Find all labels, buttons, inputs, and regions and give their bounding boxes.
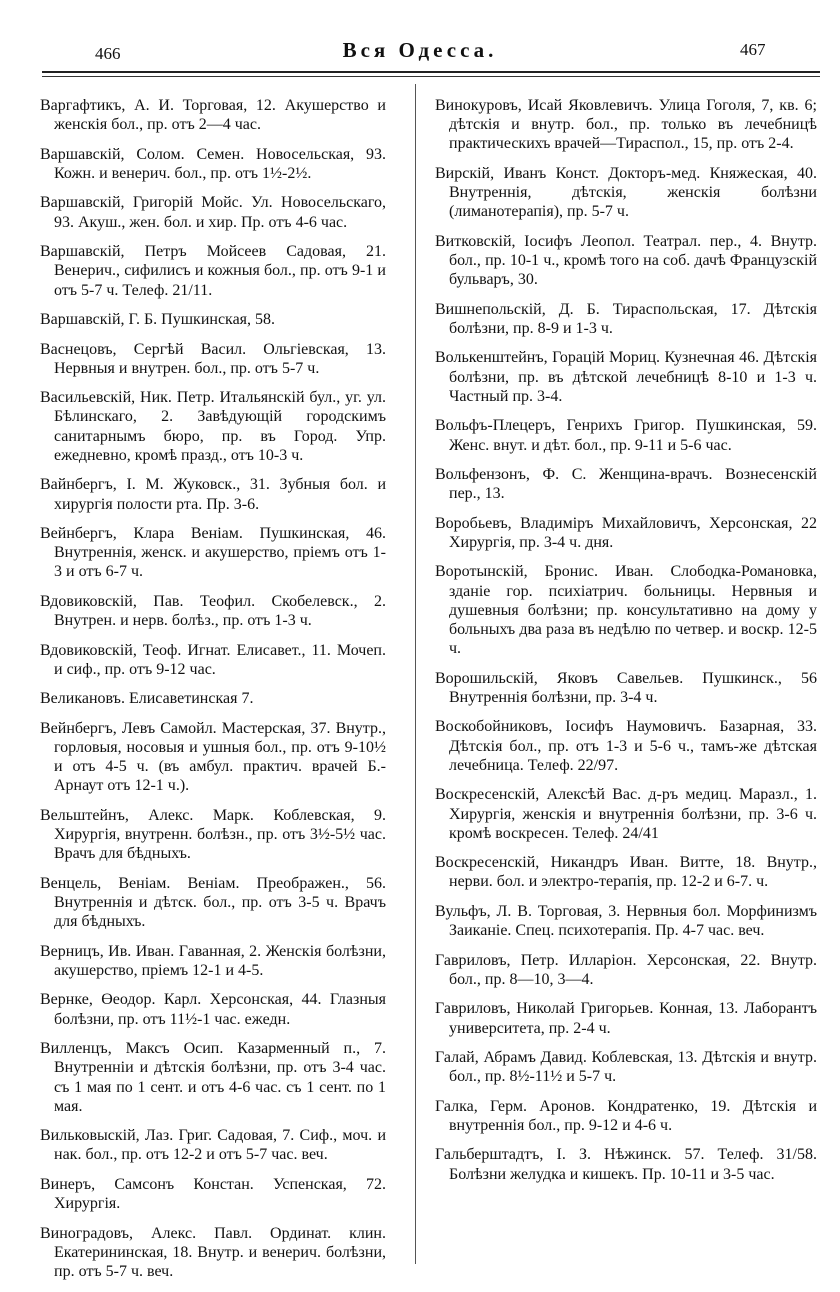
directory-entry: Вольфензонъ, Ф. С. Женщина-врачъ. Вознесенскій пер., 13.: [435, 466, 821, 503]
directory-entry: Галка, Герм. Аронов. Кондратенко, 19. Дѣтскія и внутреннія бол., пр. 9-12 и 4-6 ч.: [435, 1097, 821, 1134]
directory-entry: Гавриловъ, Николай Григорьев. Конная, 13. Лаборантъ университета, пр. 2-4 ч.: [435, 1000, 821, 1037]
directory-entry: Вольфъ-Плецеръ, Генрихъ Григор. Пушкинская, 59. Женс. внут. и дѣт. бол., пр. 9-11 и 5-6 час.: [435, 417, 821, 454]
directory-entry: Виноградовъ, Алекс. Павл. Ординат. клин. Екатерининская, 18. Внутр. и венерич. болѣзни, пр. отъ 5-7 ч. веч.: [40, 1224, 390, 1281]
directory-entry: Вейнбергъ, Левъ Самойл. Мастерская, 37. Внутр., горловыя, носовыя и ушныя бол., пр. отъ 9-10½ и отъ 4-5 ч. (въ амбул. практич. врачей Б.-Арнаут отъ 12-1 ч.).: [40, 719, 390, 795]
directory-entry: Варшавскій, Григорій Мойс. Ул. Новосельскаго, 93. Акуш., жен. бол. и хир. Пр. отъ 4-6 час.: [40, 194, 390, 231]
directory-entry: Волькенштейнъ, Горацій Мориц. Кузнечная 46. Дѣтскія болѣзни, пр. въ дѣтской лечебницѣ 8-10 и 1-3 ч. Частный пр. 3-4.: [435, 349, 821, 405]
directory-entry: Вилленцъ, Максъ Осип. Казарменный п., 7. Внутренніи и дѣтскія болѣзни, пр. отъ 3-4 час. съ 1 мая по 1 сент. и отъ 4-6 час. съ 1 сент. по 1 мая.: [40, 1040, 390, 1115]
directory-entry: Великановъ. Елисаветинская 7.: [40, 690, 254, 708]
directory-entry: Вульфъ, Л. В. Торговая, 3. Нервныя бол. Морфинизмъ Заиканіе. Спец. психотерапія. Пр. 4-7 час. веч.: [435, 902, 821, 940]
directory-entry: Воскресенскій, Никандръ Иван. Витте, 18. Внутр., нерви. бол. и электро-терапія, пр. 12-2 и 6-7. ч.: [435, 854, 821, 891]
directory-entry: Варшавскій, Солом. Семен. Новосельская, 93. Кожн. и венерич. бол., пр. отъ 1½-2½.: [40, 145, 390, 182]
directory-entry: Вдовиковскій, Теоф. Игнат. Елисавет., 11. Мочеп. и сиф., пр. отъ 9-12 час.: [40, 641, 390, 678]
directory-entry: Вельштейнъ, Алекс. Марк. Коблевская, 9. Хирургія, внутренн. болѣзн., пр. отъ 3½-5½ час. Врачъ для бѣдныхъ.: [40, 806, 390, 863]
directory-entry: Воробьевъ, Владиміръ Михайловичъ, Херсонская, 22 Хирургія, пр. 3-4 ч. дня.: [435, 514, 821, 551]
page-number-right: 467: [740, 40, 766, 59]
directory-entry: Варшавскій, Петръ Мойсеев Садовая, 21. Венерич., сифилисъ и кожныя бол., пр. отъ 9-1 и отъ 5-7 ч. Телеф. 21/11.: [40, 243, 390, 299]
directory-entry: Вейнбергъ, Клара Веніам. Пушкинская, 46. Внутреннія, женск. и акушерство, пріемъ отъ 1-3 и отъ 6-7 ч.: [40, 525, 390, 581]
directory-entry: Винокуровъ, Исай Яковлевичъ. Улица Гоголя, 7, кв. 6; дѣтскія и внутр. бол., пр. только въ лечебницѣ практическихъ врачей—Тираспол., 15, пр. отъ 2-4.: [435, 97, 821, 153]
directory-entry: Воскресенскій, Алексѣй Вас. д-ръ медиц. Маразл., 1. Хирургія, женскія и внутреннія болѣзни, пр. 3-6 ч. кромѣ воскресен. Телеф. 24/41: [435, 786, 821, 842]
directory-entry: Варшавскій, Г. Б. Пушкинская, 58.: [40, 311, 276, 329]
header-rule-thick: [42, 71, 820, 73]
directory-entry: Вильковыскій, Лаз. Григ. Садовая, 7. Сиф., моч. и нак. бол., пр. отъ 12-2 и отъ 5-7 час. веч.: [40, 1127, 390, 1164]
running-title: Вся Одесса.: [342, 38, 498, 62]
directory-entry: Винеръ, Самсонъ Констан. Успенская, 72. Хирургія.: [40, 1175, 390, 1213]
header-rule-thin: [42, 76, 820, 77]
directory-entry: Вернке, Өеодор. Карл. Херсонская, 44. Глазныя болѣзни, пр. отъ 11½-1 час. ежедн.: [40, 991, 390, 1028]
directory-entry: Верницъ, Ив. Иван. Гаванная, 2. Женскія болѣзни, акушерство, пріемъ 12-1 и 4-5.: [40, 942, 390, 979]
left-column: [40, 96, 390, 1292]
directory-entry: Вирскій, Иванъ Конст. Докторъ-мед. Княжеская, 40. Внутреннія, дѣтскія, женскія болѣзни (лиманотерапія), пр. 5-7 ч.: [435, 164, 821, 221]
directory-entry: Воскобойниковъ, Іосифъ Наумовичъ. Базарная, 33. Дѣтскія бол., пр. отъ 1-3 и 5-6 ч., тамъ-же дѣтская лечебница. Телеф. 22/97.: [435, 718, 821, 774]
right-column: [435, 96, 821, 1194]
page-header: [0, 30, 840, 70]
column-divider: [415, 84, 416, 1264]
directory-entry: Вайнбергъ, І. М. Жуковск., 31. Зубныя бол. и хирургія полости рта. Пр. 3-6.: [40, 476, 390, 513]
page-number-left: 466: [95, 44, 121, 63]
directory-entry: Ворошильскій, Яковъ Савельев. Пушкинск., 56 Внутреннія болѣзни, пр. 3-4 ч.: [435, 669, 821, 706]
directory-entry: Галай, Абрамъ Давид. Коблевская, 13. Дѣтскія и внутр. бол., пр. 8½-11½ и 5-7 ч.: [435, 1049, 821, 1086]
directory-entry: Гальберштадтъ, І. З. Нѣжинск. 57. Телеф. 31/58. Болѣзни желудка и кишекъ. Пр. 10-11 и 3-5 час.: [435, 1146, 821, 1183]
directory-entry: Венцель, Веніам. Веніам. Преображен., 56. Внутреннія и дѣтск. бол., пр. отъ 3-5 ч. Врачъ для бѣдныхъ.: [40, 874, 390, 931]
directory-entry: Васильевскій, Ник. Петр. Итальянскій бул., уг. ул. Бѣлинскаго, 2. Завѣдующій городскимъ санитарнымъ бюро, пр. въ Город. Упр. ежедневно, кромѣ празд., отъ 10-3 ч.: [40, 389, 390, 464]
directory-entry: Воротынскій, Бронис. Иван. Слободка-Романовка, зданіе гор. психіатрич. больницы. Нервныя и душевныя болѣзни; пр. консультативно на дому у больныхъ два раза въ недѣлю по четвер. и воскр. 12-5 ч.: [435, 563, 821, 658]
directory-entry: Витковскій, Іосифъ Леопол. Театрал. пер., 4. Внутр. бол., пр. 10-1 ч., кромѣ того на соб. дачѣ Французскій бульваръ, 30.: [435, 232, 821, 289]
directory-entry: Васнецовъ, Сергѣй Васил. Ольгіевская, 13. Нервныя и внутрен. бол., пр. отъ 5-7 ч.: [40, 340, 390, 377]
directory-entry: Вишнепольскій, Д. Б. Тираспольская, 17. Дѣтскія болѣзни, пр. 8-9 и 1-3 ч.: [435, 300, 821, 337]
directory-entry: Гавриловъ, Петр. Илларіон. Херсонская, 22. Внутр. бол., пр. 8—10, 3—4.: [435, 951, 821, 988]
directory-entry: Вдовиковскій, Пав. Теофил. Скобелевск., 2. Внутрен. и нерв. болѣз., пр. отъ 1-3 ч.: [40, 592, 390, 630]
directory-entry: Варгафтикъ, А. И. Торговая, 12. Акушерство и женскія бол., пр. отъ 2—4 час.: [40, 97, 390, 134]
